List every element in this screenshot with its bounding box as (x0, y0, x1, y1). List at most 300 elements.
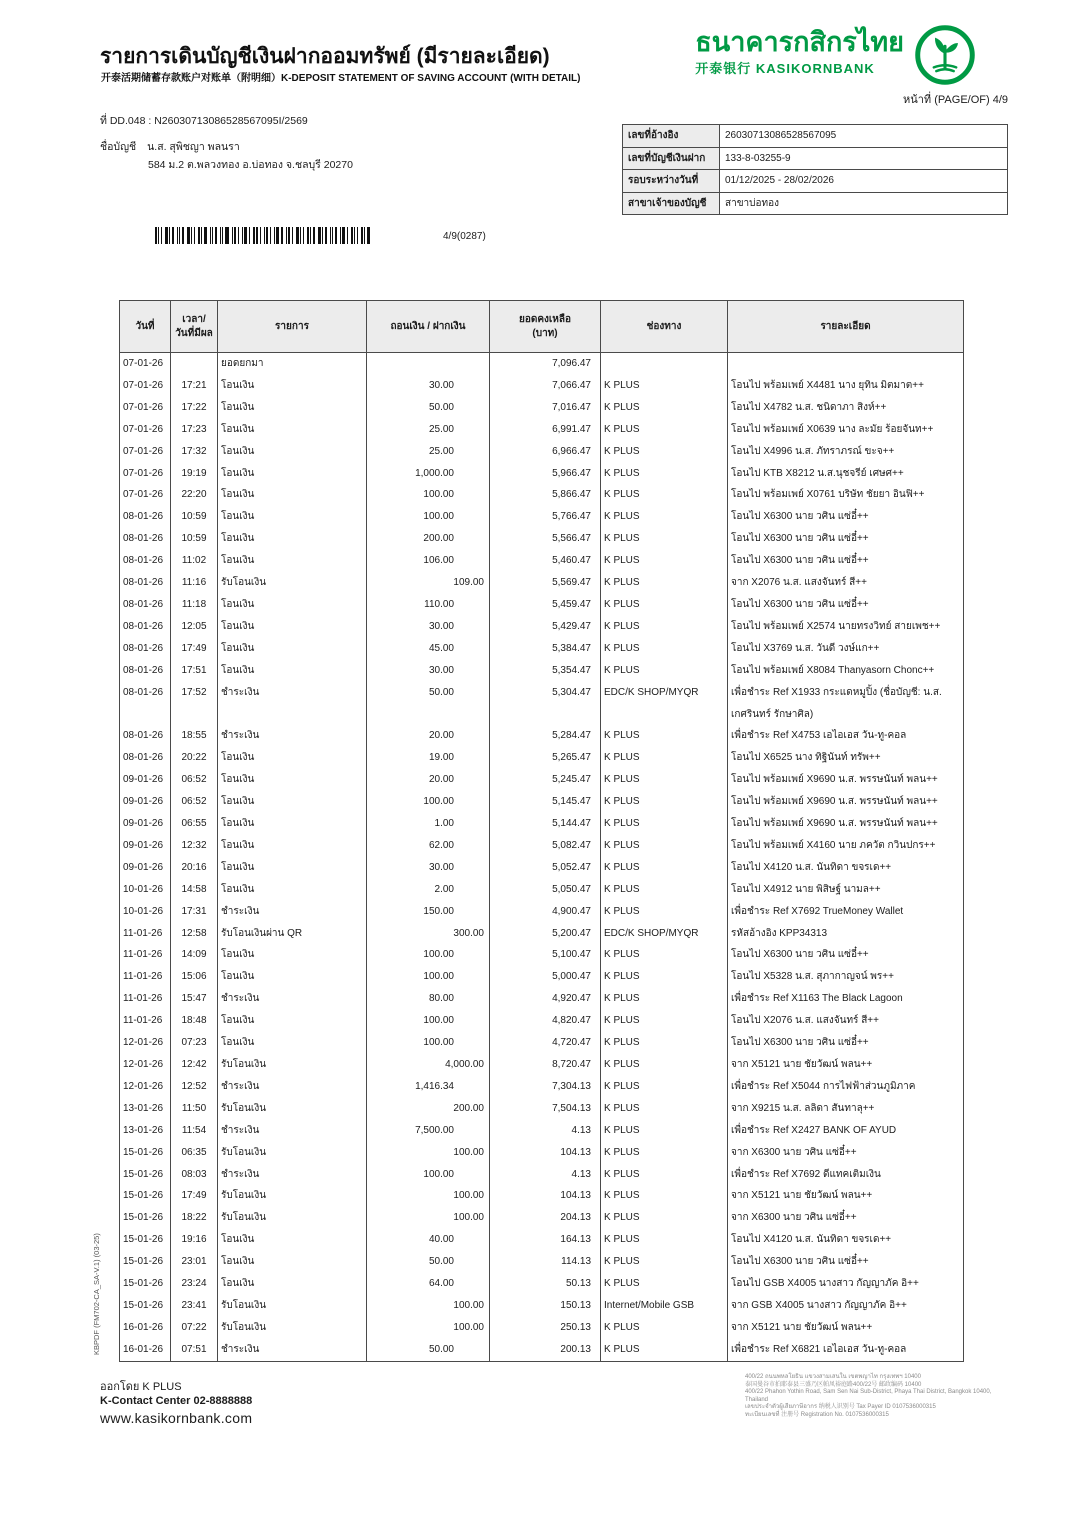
cell-date: 15-01-26 (120, 1207, 171, 1229)
cell-channel: K PLUS (601, 550, 728, 572)
cell-time: 15:06 (171, 966, 218, 988)
table-row (120, 353, 964, 375)
withdrawal-amount: 1,000.00 (415, 467, 454, 479)
cell-time: 19:19 (171, 463, 218, 485)
cell-date: 08-01-26 (120, 506, 171, 528)
cell-balance: 5,284.47 (490, 725, 601, 747)
cell-time: 12:42 (171, 1054, 218, 1076)
cell-balance: 7,504.13 (490, 1098, 601, 1120)
withdrawal-amount: 80.00 (428, 993, 454, 1005)
cell-amount (367, 484, 490, 506)
cell-item: โอนเงิน (218, 944, 367, 966)
cell-amount (367, 353, 490, 375)
cell-balance: 4.13 (490, 1164, 601, 1186)
bank-website: www.kasikornbank.com (100, 1410, 253, 1426)
cell-time: 17:21 (171, 375, 218, 397)
cell-amount (367, 747, 490, 769)
cell-detail: โอนไป X4782 น.ส. ชนิดาภา สิงห์++ (728, 397, 964, 419)
withdrawal-amount: 7,500.00 (415, 1124, 454, 1136)
cell-time: 11:18 (171, 594, 218, 616)
cell-time: 14:09 (171, 944, 218, 966)
cell-detail: โอนไป X4120 น.ส. นันทิดา ขจรเด++ (728, 857, 964, 879)
cell-item: โอนเงิน (218, 375, 367, 397)
cell-channel: K PLUS (601, 638, 728, 660)
deposit-amount: 100.00 (453, 1299, 484, 1311)
withdrawal-amount: 100.00 (423, 1015, 454, 1027)
cell-amount (367, 835, 490, 857)
account-name: น.ส. สุพิชญา พลนรา (147, 141, 240, 153)
account-name-line (100, 138, 240, 155)
cell-amount (367, 1098, 490, 1120)
cell-item: โอนเงิน (218, 769, 367, 791)
info-row (623, 170, 1008, 193)
cell-date: 12-01-26 (120, 1032, 171, 1054)
cell-item: โอนเงิน (218, 1273, 367, 1295)
cell-channel: K PLUS (601, 419, 728, 441)
cell-time: 19:16 (171, 1229, 218, 1251)
cell-channel: K PLUS (601, 375, 728, 397)
cell-detail: โอนไป พร้อมเพย์ X0639 นาง ละมัย ร้อยจันท++ (728, 419, 964, 441)
cell-amount (367, 1164, 490, 1186)
cell-balance: 5,145.47 (490, 791, 601, 813)
cell-channel: K PLUS (601, 484, 728, 506)
cell-item: โอนเงิน (218, 660, 367, 682)
cell-detail: โอนไป X6300 นาย วศิน แซ่อี๋++ (728, 506, 964, 528)
cell-channel: K PLUS (601, 1076, 728, 1098)
cell-time: 23:41 (171, 1295, 218, 1317)
cell-detail: จาก X5121 นาย ชัยวัฒน์ พลน++ (728, 1317, 964, 1339)
cell-date: 11-01-26 (120, 966, 171, 988)
withdrawal-amount: 50.00 (428, 1343, 454, 1355)
cell-balance: 104.13 (490, 1142, 601, 1164)
cell-detail: โอนไป X2076 น.ส. แสงจันทร์ สี++ (728, 1010, 964, 1032)
cell-balance: 5,200.47 (490, 923, 601, 945)
table-row (120, 966, 964, 988)
cell-detail: เพื่อชำระ Ref X1933 กระแดหมูปิ้ง (ชื่อบัญชี: น.ส. เกศรินทร์ รักษาศิล) (728, 682, 964, 726)
column-header: ถอนเงิน / ฝากเงิน (367, 301, 490, 353)
cell-amount (367, 1273, 490, 1295)
table-row (120, 1010, 964, 1032)
withdrawal-amount: 25.00 (428, 445, 454, 457)
cell-detail: โอนไป X6300 นาย วศิน แซ่อี๋++ (728, 1032, 964, 1054)
cell-detail: โอนไป X6300 นาย วศิน แซ่อี๋++ (728, 944, 964, 966)
cell-detail: โอนไป พร้อมเพย์ X9690 น.ส. พรรษนันท์ พลน++ (728, 769, 964, 791)
cell-detail: โอนไป พร้อมเพย์ X4160 นาย ภควัต กวินปกร++ (728, 835, 964, 857)
withdrawal-amount: 2.00 (434, 883, 454, 895)
cell-balance: 250.13 (490, 1317, 601, 1339)
withdrawal-amount: 30.00 (428, 379, 454, 391)
cell-balance: 4,920.47 (490, 988, 601, 1010)
cell-item: โอนเงิน (218, 1251, 367, 1273)
cell-date: 09-01-26 (120, 791, 171, 813)
withdrawal-amount: 100.00 (423, 489, 454, 501)
info-value: สาขาบ่อทอง (720, 192, 1008, 215)
table-row (120, 857, 964, 879)
cell-balance: 5,766.47 (490, 506, 601, 528)
barcode (155, 227, 410, 244)
cell-amount (367, 1054, 490, 1076)
cell-detail: จาก X6300 นาย วศิน แซ่อี๋++ (728, 1142, 964, 1164)
bank-logo (695, 24, 976, 86)
cell-amount (367, 397, 490, 419)
cell-date: 07-01-26 (120, 375, 171, 397)
cell-balance: 5,384.47 (490, 638, 601, 660)
withdrawal-amount: 200.00 (423, 533, 454, 545)
cell-item: ชำระเงิน (218, 901, 367, 923)
cell-date: 07-01-26 (120, 484, 171, 506)
cell-date: 09-01-26 (120, 857, 171, 879)
withdrawal-amount: 50.00 (428, 1256, 454, 1268)
cell-date: 15-01-26 (120, 1185, 171, 1207)
cell-channel: K PLUS (601, 1273, 728, 1295)
cell-time: 06:35 (171, 1142, 218, 1164)
cell-date: 10-01-26 (120, 879, 171, 901)
cell-detail: โอนไป X6300 นาย วศิน แซ่อี๋++ (728, 594, 964, 616)
table-row (120, 1339, 964, 1361)
cell-balance: 7,016.47 (490, 397, 601, 419)
cell-amount (367, 988, 490, 1010)
table-row (120, 835, 964, 857)
cell-amount (367, 660, 490, 682)
cell-detail: โอนไป X3769 น.ส. วันดี วงษ์แก++ (728, 638, 964, 660)
cell-amount (367, 944, 490, 966)
cell-item: โอนเงิน (218, 813, 367, 835)
table-row (120, 1142, 964, 1164)
cell-balance: 8,720.47 (490, 1054, 601, 1076)
withdrawal-amount: 1,416.34 (415, 1080, 454, 1092)
cell-item: โอนเงิน (218, 506, 367, 528)
cell-time: 11:50 (171, 1098, 218, 1120)
cell-detail: โอนไป X4912 นาย พิสิษฐ์ นามล++ (728, 879, 964, 901)
deposit-amount: 100.00 (453, 1190, 484, 1202)
cell-detail: จาก X5121 นาย ชัยวัฒน์ พลน++ (728, 1054, 964, 1076)
table-row (120, 725, 964, 747)
cell-time: 06:52 (171, 769, 218, 791)
withdrawal-amount: 100.00 (423, 1037, 454, 1049)
cell-detail: เพื่อชำระ Ref X4753 เอไอเอส วัน-ทู-คอล (728, 725, 964, 747)
cell-detail: โอนไป X6300 นาย วศิน แซ่อี๋++ (728, 1251, 964, 1273)
table-row (120, 441, 964, 463)
table-row (120, 616, 964, 638)
cell-balance: 150.13 (490, 1295, 601, 1317)
stmt-head-row (120, 301, 964, 353)
cell-time: 18:55 (171, 725, 218, 747)
info-label: เลขที่บัญชีเงินฝาก (623, 147, 720, 170)
footer-bank-address (745, 1374, 995, 1420)
table-row (120, 769, 964, 791)
table-row (120, 1120, 964, 1142)
cell-balance: 4,720.47 (490, 1032, 601, 1054)
footer-address-line: 400/22 Phahon Yothin Road, Sam Sen Nai Sub-District, Phaya Thai District, Bangkok 10400, Thailand (745, 1389, 992, 1403)
cell-item: รับโอนเงิน (218, 1142, 367, 1164)
cell-item: โอนเงิน (218, 484, 367, 506)
cell-balance: 104.13 (490, 1185, 601, 1207)
withdrawal-amount: 30.00 (428, 620, 454, 632)
cell-item: โอนเงิน (218, 397, 367, 419)
cell-amount (367, 1185, 490, 1207)
cell-detail: เพื่อชำระ Ref X7692 TrueMoney Wallet (728, 901, 964, 923)
table-row (120, 1295, 964, 1317)
cell-detail: โอนไป พร้อมเพย์ X0761 บริษัท ชัยยา อินฟิ++ (728, 484, 964, 506)
cell-date: 08-01-26 (120, 550, 171, 572)
cell-channel: EDC/K SHOP/MYQR (601, 682, 728, 726)
cell-amount (367, 923, 490, 945)
cell-amount (367, 1251, 490, 1273)
withdrawal-amount: 40.00 (428, 1234, 454, 1246)
cell-balance: 5,866.47 (490, 484, 601, 506)
cell-balance: 5,459.47 (490, 594, 601, 616)
withdrawal-amount: 1.00 (434, 818, 454, 830)
cell-amount (367, 791, 490, 813)
cell-date: 08-01-26 (120, 616, 171, 638)
cell-amount (367, 375, 490, 397)
cell-time: 12:52 (171, 1076, 218, 1098)
cell-date: 08-01-26 (120, 638, 171, 660)
cell-date: 08-01-26 (120, 528, 171, 550)
cell-time: 20:22 (171, 747, 218, 769)
withdrawal-amount: 110.00 (424, 598, 454, 610)
cell-item: โอนเงิน (218, 1229, 367, 1251)
cell-time: 17:52 (171, 682, 218, 726)
cell-amount (367, 1295, 490, 1317)
cell-balance: 6,991.47 (490, 419, 601, 441)
cell-channel: K PLUS (601, 1339, 728, 1361)
deposit-amount: 100.00 (453, 1212, 484, 1224)
withdrawal-amount: 30.00 (428, 861, 454, 873)
contact-center: K-Contact Center 02-8888888 (100, 1395, 253, 1407)
table-row (120, 1317, 964, 1339)
cell-detail: โอนไป พร้อมเพย์ X8084 Thanyasorn Chonc++ (728, 660, 964, 682)
cell-balance: 7,066.47 (490, 375, 601, 397)
page-title: รายการเดินบัญชีเงินฝากออมทรัพย์ (มีรายละเอียด) (100, 45, 550, 68)
table-row (120, 419, 964, 441)
withdrawal-amount: 64.00 (428, 1278, 454, 1290)
cell-date: 08-01-26 (120, 594, 171, 616)
table-row (120, 682, 964, 726)
cell-time: 17:23 (171, 419, 218, 441)
table-row (120, 1185, 964, 1207)
table-row (120, 1207, 964, 1229)
cell-time: 08:03 (171, 1164, 218, 1186)
cell-date: 07-01-26 (120, 419, 171, 441)
table-row (120, 923, 964, 945)
cell-date: 07-01-26 (120, 463, 171, 485)
withdrawal-amount: 150.00 (423, 905, 454, 917)
cell-time: 23:01 (171, 1251, 218, 1273)
cell-channel: K PLUS (601, 988, 728, 1010)
table-row (120, 1098, 964, 1120)
cell-time: 18:48 (171, 1010, 218, 1032)
cell-detail: โอนไป X6300 นาย วศิน แซ่อี๋++ (728, 550, 964, 572)
cell-amount (367, 419, 490, 441)
cell-detail (728, 353, 964, 375)
cell-balance: 4,820.47 (490, 1010, 601, 1032)
cell-amount (367, 813, 490, 835)
table-row (120, 506, 964, 528)
cell-date: 11-01-26 (120, 1010, 171, 1032)
footer-address-line: เลขประจำตัวผู้เสียภาษีอากร 纳税人识别号 Tax Payer ID 0107536000315 (745, 1404, 936, 1411)
cell-date: 08-01-26 (120, 660, 171, 682)
cell-amount (367, 857, 490, 879)
cell-item: โอนเงิน (218, 419, 367, 441)
cell-detail: จาก X5121 นาย ชัยวัฒน์ พลน++ (728, 1185, 964, 1207)
cell-balance: 4.13 (490, 1120, 601, 1142)
cell-channel: K PLUS (601, 857, 728, 879)
cell-date: 10-01-26 (120, 901, 171, 923)
withdrawal-amount: 50.00 (428, 401, 454, 413)
cell-channel: K PLUS (601, 1251, 728, 1273)
cell-channel: K PLUS (601, 572, 728, 594)
withdrawal-amount: 19.00 (428, 752, 454, 764)
cell-date: 08-01-26 (120, 747, 171, 769)
cell-time: 18:22 (171, 1207, 218, 1229)
cell-channel: K PLUS (601, 791, 728, 813)
cell-time: 17:49 (171, 1185, 218, 1207)
cell-item: โอนเงิน (218, 441, 367, 463)
cell-balance: 7,096.47 (490, 353, 601, 375)
table-row (120, 791, 964, 813)
cell-time: 17:49 (171, 638, 218, 660)
barcode-ref: 4/9(0287) (443, 231, 486, 242)
column-header: รายการ (218, 301, 367, 353)
cell-date: 15-01-26 (120, 1142, 171, 1164)
withdrawal-amount: 62.00 (428, 839, 454, 851)
cell-channel: K PLUS (601, 616, 728, 638)
cell-date: 15-01-26 (120, 1164, 171, 1186)
cell-item: ยอดยกมา (218, 353, 367, 375)
table-row (120, 747, 964, 769)
cell-amount (367, 616, 490, 638)
deposit-amount: 109.00 (453, 577, 484, 589)
cell-channel: K PLUS (601, 1164, 728, 1186)
cell-detail: โอนไป X4996 น.ส. ภัทราภรณ์ ขะจ++ (728, 441, 964, 463)
cell-amount (367, 1229, 490, 1251)
cell-amount (367, 638, 490, 660)
cell-amount (367, 725, 490, 747)
cell-balance: 114.13 (490, 1251, 601, 1273)
cell-balance: 5,144.47 (490, 813, 601, 835)
cell-amount (367, 1142, 490, 1164)
table-row (120, 944, 964, 966)
info-label: รอบระหว่างวันที่ (623, 170, 720, 193)
page-number: หน้าที่ (PAGE/OF) 4/9 (902, 94, 1008, 106)
cell-date: 08-01-26 (120, 725, 171, 747)
cell-date: 11-01-26 (120, 923, 171, 945)
cell-date: 11-01-26 (120, 988, 171, 1010)
table-row (120, 375, 964, 397)
table-row (120, 638, 964, 660)
cell-item: รับโอนเงินผ่าน QR (218, 923, 367, 945)
bank-name-thai: ธนาคารกสิกรไทย (695, 27, 904, 57)
cell-time: 10:59 (171, 528, 218, 550)
info-label: สาขาเจ้าของบัญชี (623, 192, 720, 215)
cell-date: 16-01-26 (120, 1339, 171, 1361)
cell-channel: K PLUS (601, 1098, 728, 1120)
cell-item: ชำระเงิน (218, 1120, 367, 1142)
cell-balance: 200.13 (490, 1339, 601, 1361)
cell-item: โอนเงิน (218, 616, 367, 638)
cell-detail: โอนไป X4120 น.ส. นันทิดา ขจรเด++ (728, 1229, 964, 1251)
withdrawal-amount: 20.00 (428, 774, 454, 786)
transactions-body (120, 353, 964, 1362)
cell-date: 15-01-26 (120, 1229, 171, 1251)
withdrawal-amount: 30.00 (428, 664, 454, 676)
withdrawal-amount: 100.00 (423, 1168, 454, 1180)
table-row (120, 1076, 964, 1098)
table-row (120, 550, 964, 572)
cell-detail: รหัสอ้างอิง KPP34313 (728, 923, 964, 945)
cell-balance: 5,966.47 (490, 463, 601, 485)
cell-item: โอนเงิน (218, 594, 367, 616)
cell-channel: K PLUS (601, 747, 728, 769)
cell-channel: K PLUS (601, 397, 728, 419)
cell-date: 08-01-26 (120, 572, 171, 594)
cell-date: 12-01-26 (120, 1076, 171, 1098)
bank-logo-text (695, 28, 904, 77)
cell-balance: 5,052.47 (490, 857, 601, 879)
table-row (120, 463, 964, 485)
cell-time: 23:24 (171, 1273, 218, 1295)
cell-item: โอนเงิน (218, 879, 367, 901)
withdrawal-amount: 50.00 (428, 686, 454, 698)
cell-amount (367, 1207, 490, 1229)
withdrawal-amount: 100.00 (423, 796, 454, 808)
withdrawal-amount: 25.00 (428, 423, 454, 435)
cell-item: รับโอนเงิน (218, 1295, 367, 1317)
cell-channel: K PLUS (601, 901, 728, 923)
cell-item: โอนเงิน (218, 835, 367, 857)
cell-time: 12:32 (171, 835, 218, 857)
cell-item: โอนเงิน (218, 638, 367, 660)
withdrawal-amount: 106.00 (423, 555, 454, 567)
withdrawal-amount: 100.00 (423, 949, 454, 961)
cell-channel: K PLUS (601, 1054, 728, 1076)
cell-amount (367, 441, 490, 463)
cell-time: 17:22 (171, 397, 218, 419)
cell-item: รับโอนเงิน (218, 1098, 367, 1120)
cell-channel: K PLUS (601, 879, 728, 901)
cell-time: 17:51 (171, 660, 218, 682)
table-row (120, 1164, 964, 1186)
cell-item: โอนเงิน (218, 550, 367, 572)
info-row (623, 125, 1008, 148)
cell-detail: โอนไป X5328 น.ส. สุภากาญจน์ พร++ (728, 966, 964, 988)
cell-time: 12:05 (171, 616, 218, 638)
cell-date: 15-01-26 (120, 1273, 171, 1295)
cell-item: ชำระเงิน (218, 725, 367, 747)
cell-time: 07:51 (171, 1339, 218, 1361)
cell-channel: K PLUS (601, 1229, 728, 1251)
cell-time: 06:52 (171, 791, 218, 813)
page-subtitle: 开泰活期储蓄存款账户对账单（附明细）K-DEPOSIT STATEMENT OF SAVING ACCOUNT (WITH DETAIL) (101, 73, 581, 84)
cell-amount (367, 528, 490, 550)
cell-channel: K PLUS (601, 1142, 728, 1164)
info-label: เลขที่อ้างอิง (623, 125, 720, 148)
cell-balance: 5,050.47 (490, 879, 601, 901)
cell-detail: เพื่อชำระ Ref X6821 เอไอเอส วัน-ทู-คอล (728, 1339, 964, 1361)
table-row (120, 528, 964, 550)
info-box-body (623, 125, 1008, 215)
cell-balance: 5,569.47 (490, 572, 601, 594)
cell-channel: K PLUS (601, 813, 728, 835)
transactions-table (119, 300, 964, 1362)
cell-detail: โอนไป พร้อมเพย์ X9690 น.ส. พรรษนันท์ พลน++ (728, 813, 964, 835)
cell-channel: Internet/Mobile GSB (601, 1295, 728, 1317)
document-number: ที่ DD.048 : N26030713086528567095I/2569 (100, 115, 308, 127)
cell-date: 07-01-26 (120, 397, 171, 419)
cell-amount (367, 901, 490, 923)
bank-name-sub: 开泰银行 KASIKORNBANK (695, 61, 875, 76)
